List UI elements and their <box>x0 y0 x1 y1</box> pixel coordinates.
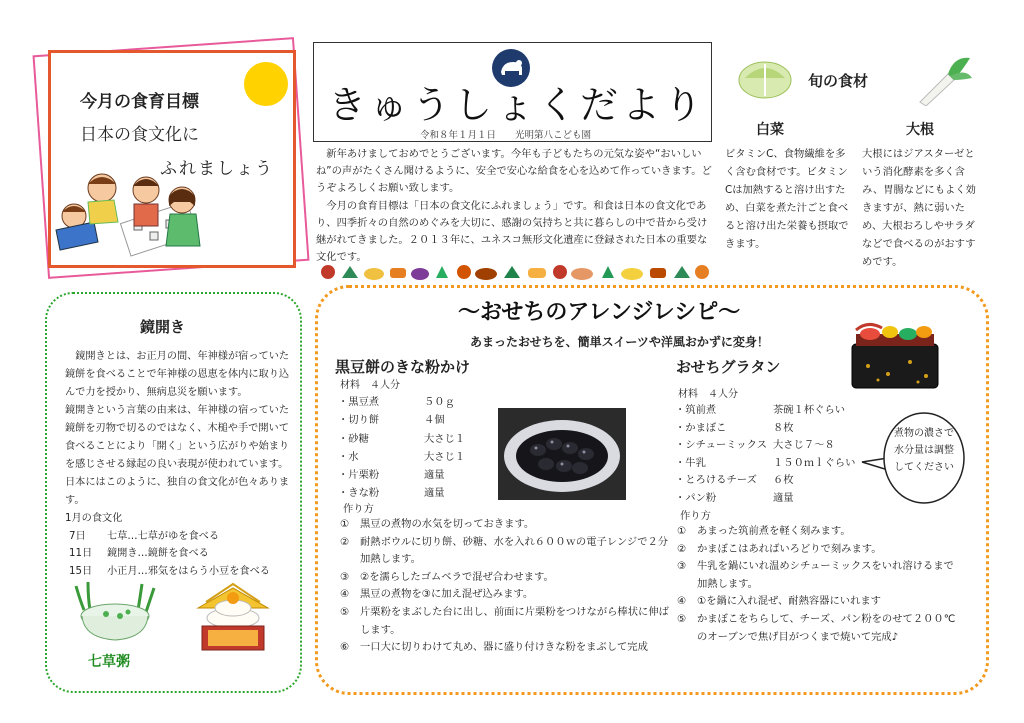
intro-paragraph: 今月の食育目標は「日本の食文化にふれましょう」です。和食は日本の食文化であり、四季折々の自然のめぐみを大切に、感謝の気持ちと共に暮らしの中で昔から受け継がれてきました。２０１３年に、ユネスコ無形文化遺産に登録された日本の重要な文化です。 <box>316 199 708 264</box>
step-number: ② <box>677 542 687 555</box>
children-playing-illustration <box>54 172 204 262</box>
intro-text <box>316 146 712 266</box>
nanakusa-label: 七草粥 <box>88 654 130 670</box>
recipe2-ingredients <box>675 402 855 507</box>
intro-paragraph: 新年あけましておめでとうございます。今年も子どもたちの元気な姿や“おいしいね”の声がたくさん聞けるように、安全で安心な給食を心を込めて作っていきます。どうぞよろしくお願い致します。 <box>316 148 712 195</box>
step-number: ② <box>340 535 350 548</box>
ingredient-name: ・とろけるチーズ <box>675 474 757 486</box>
recipe2-title: おせちグラタン <box>676 358 781 376</box>
ingredient-amount: ８枚 <box>773 421 794 434</box>
ingredient-row <box>338 448 465 466</box>
ingredient-amount: 大さじ１ <box>424 432 466 445</box>
step-number: ⑥ <box>340 641 350 654</box>
nanakusa-porridge-icon <box>70 580 160 644</box>
osechi-jubako-box-icon <box>848 322 942 390</box>
ingredient-name: ・砂糖 <box>338 432 369 445</box>
step-text: 一口大に切りわけて丸め、器に盛り付けきな粉をまぶして完成 <box>360 641 648 654</box>
kagami-paragraph: 鏡開きという言葉の由来は、年神様の宿っていた鏡餅を刃物で切るのではなく、木槌や手で開いて食べることにより「開く」という広がりや始まりを感じさせる縁起の良い表現が使われています。日本にはこのように、独自の食文化が色々あります。 <box>65 405 290 506</box>
calendar-text: 七草…七草がゆを食べる <box>107 530 220 542</box>
ingredient-name: ・片栗粉 <box>338 469 380 482</box>
step-number: ① <box>677 525 687 537</box>
recipe-step <box>340 569 670 587</box>
recipe-step <box>340 586 670 604</box>
ingredient-row <box>338 466 465 484</box>
seasonal-text-daikon: 大根にはジアスターゼという消化酵素を多く含み、胃腸などにもよく効きますが、熱に弱いため、大根おろしやサラダなどで食べるのがおすすめです。 <box>862 148 976 268</box>
ingredient-row <box>675 420 855 438</box>
ingredient-amount: １５０ｍｌぐらい <box>773 456 856 469</box>
recipe2-steps-label: 作り方 <box>680 510 711 522</box>
goal-text-line2: ふれましょう <box>160 159 274 179</box>
calendar-title: 1月の食文化 <box>65 513 123 524</box>
ingredient-amount: ５０ｇ <box>424 396 455 408</box>
recipe1-title: 黒豆餅のきな粉かけ <box>335 358 471 376</box>
ingredient-row <box>675 472 855 490</box>
newsletter-title: きゅうしょくだより <box>328 83 707 127</box>
kagami-title: 鏡開き <box>140 318 186 336</box>
kagami-mochi-icon <box>192 582 274 654</box>
step-text: 耐熱ボウルに切り餅、砂糖、水を入れ６００ｗの電子レンジで２分加熱します。 <box>360 535 669 566</box>
recipe-step <box>340 604 670 639</box>
step-text: ②を濡らしたゴムベラで混ぜ合わせます。 <box>360 570 554 583</box>
recipe-step <box>677 593 961 611</box>
ingredient-name: ・黒豆煮 <box>338 396 380 408</box>
step-number: ⑤ <box>677 612 687 625</box>
sun-icon <box>244 62 288 106</box>
goal-text-line1: 日本の食文化に <box>80 125 199 145</box>
recipe1-materials-label: 材料 ４人分 <box>340 380 400 391</box>
calendar-text: 鏡開き…鏡餅を食べる <box>107 548 209 559</box>
step-number: ④ <box>340 588 350 601</box>
recipe-step <box>340 534 670 569</box>
kagami-text <box>65 348 293 510</box>
issue-date-and-school: 令和８年１月１日 光明第八こども園 <box>420 130 592 141</box>
seasonal-text-napa-cabbage: ビタミンC、食物繊維を多く含む食材です。ビタミンCは加熱すると溶け出すため、白菜を煮た汁ごと食べると溶け出た栄養も摂取できます。 <box>725 148 849 250</box>
recipe1-steps <box>340 516 670 657</box>
recipe1-steps-label: 作り方 <box>343 503 374 515</box>
black-beans-photo <box>498 408 626 500</box>
calendar-row <box>65 563 293 581</box>
ingredient-name: ・切り餅 <box>338 414 380 427</box>
recipe2-materials-label: 材料 ４人分 <box>678 389 738 400</box>
recipe2-steps <box>677 523 961 646</box>
step-text: かまぼこをちらして、チーズ、パン粉をのせて２００℃のオーブンで焦げ目がつくまで焼いて完成♪ <box>697 612 956 643</box>
osechi-title: ～おせちのアレンジレシピ～ <box>458 300 741 325</box>
ingredient-name: ・筑前煮 <box>675 404 717 416</box>
ingredient-amount: ４個 <box>424 414 445 427</box>
ingredient-name: ・きな粉 <box>338 487 380 500</box>
step-text: 片栗粉をまぶした台に出し、前面に片栗粉をつけながら棒状に伸ばします。 <box>360 605 669 636</box>
ingredient-row <box>675 402 855 420</box>
recipe-step <box>677 611 961 646</box>
ingredient-row <box>338 393 465 411</box>
ingredient-name: ・かまぼこ <box>675 421 727 434</box>
step-text: 黒豆の煮物を③に加え混ぜ込みます。 <box>360 588 534 601</box>
bubble-note: 煮物の濃さで水分量は調整してください <box>894 428 954 473</box>
ingredient-row <box>675 455 855 473</box>
calendar-row <box>65 528 293 546</box>
step-text: 牛乳を鍋にいれ温めシチューミックスをいれ溶けるまで加熱します。 <box>697 560 954 590</box>
recipe-step <box>677 541 961 559</box>
ingredient-amount: 茶碗１杯ぐらい <box>773 404 846 416</box>
calendar-row <box>65 545 293 563</box>
step-number: ④ <box>677 595 687 608</box>
step-text: ①を鍋に入れ混ぜ、耐熱容器にいれます <box>697 595 881 608</box>
calendar-day: 7日 <box>69 530 86 542</box>
recipe-step <box>677 523 961 541</box>
osechi-subtitle: あまったおせちを、簡単スイーツや洋風おかずに変身！ <box>470 335 769 349</box>
goal-title: 今月の食育目標 <box>80 92 199 112</box>
ingredient-row <box>675 490 855 508</box>
step-text: あまった筑前煮を軽く刻みます。 <box>697 525 851 537</box>
ingredient-name: ・シチューミックス <box>675 439 768 451</box>
daikon-radish-icon <box>914 54 974 106</box>
seasonal-name-napa-cabbage: 白菜 <box>756 122 784 138</box>
step-number: ⑤ <box>340 605 350 618</box>
step-text: かまぼこはあればいろどりで刻みます。 <box>697 542 882 555</box>
ingredient-row <box>338 411 465 429</box>
recipe1-ingredients <box>338 393 465 503</box>
calendar-day: 15日 <box>69 565 93 577</box>
recipe-step <box>677 558 961 593</box>
step-number: ③ <box>340 570 350 583</box>
recipe-step <box>340 639 670 657</box>
ingredient-name: ・水 <box>338 450 359 463</box>
step-text: 黒豆の煮物の水気を切っておきます。 <box>360 518 535 530</box>
food-decoration-row <box>318 262 710 282</box>
calendar-text: 小正月…邪気をはらう小豆を食べる <box>107 565 270 577</box>
ingredient-amount: ６枚 <box>773 474 794 486</box>
ingredient-amount: 大さじ７～８ <box>773 439 835 451</box>
ingredient-amount: 適量 <box>424 469 445 482</box>
step-number: ① <box>340 518 350 530</box>
ingredient-row <box>338 430 465 448</box>
ingredient-row <box>675 437 855 455</box>
ingredient-amount: 大さじ１ <box>424 450 466 463</box>
kagami-paragraph: 鏡開きとは、お正月の間、年神様が宿っていた鏡餅を食べることで年神様の恩恵を体内に取り込んで力を授かり、無病息災を願います。 <box>65 351 290 398</box>
seasonal-name-daikon: 大根 <box>906 122 934 138</box>
ingredient-amount: 適量 <box>424 487 445 500</box>
ingredient-name: ・牛乳 <box>675 456 706 469</box>
calendar-day: 11日 <box>69 548 93 559</box>
step-number: ③ <box>677 560 687 573</box>
january-food-calendar <box>65 510 293 580</box>
napa-cabbage-icon <box>737 56 793 100</box>
seasonal-foods-title: 旬の食材 <box>808 72 869 90</box>
ingredient-amount: 適量 <box>773 491 794 504</box>
ingredient-name: ・パン粉 <box>675 491 717 504</box>
recipe-step <box>340 516 670 534</box>
